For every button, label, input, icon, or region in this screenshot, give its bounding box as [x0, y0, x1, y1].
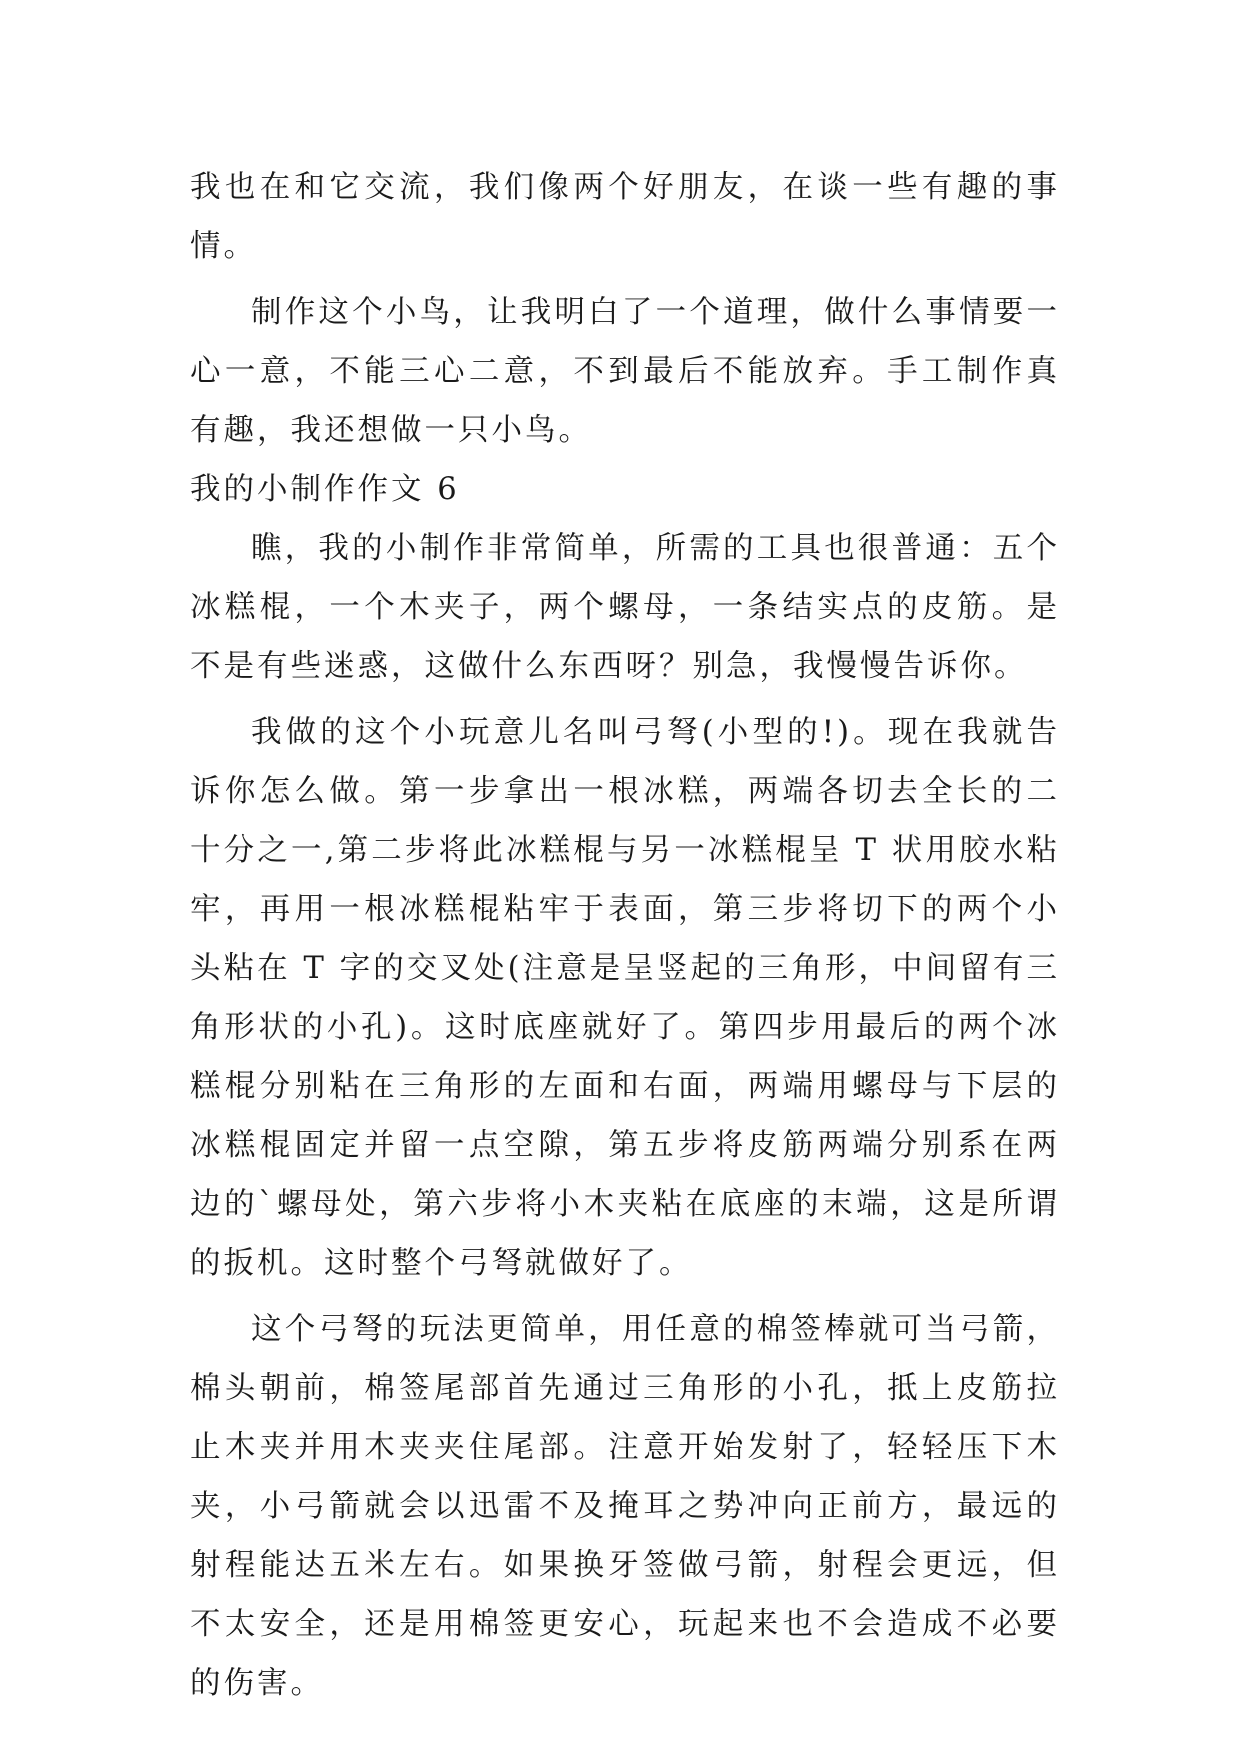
document-body — [190, 158, 1060, 1713]
paragraph-1: 我也在和它交流，我们像两个好朋友，在谈一些有趣的事情。 — [190, 170, 1060, 264]
paragraph-2: 制作这个小鸟，让我明白了一个道理，做什么事情要一心一意，不能三心二意，不到最后不能放弃。手工制作真有趣，我还想做一只小鸟。 — [190, 295, 1060, 448]
paragraph-5: 这个弓弩的玩法更简单，用任意的棉签棒就可当弓箭，棉头朝前，棉签尾部首先通过三角形的小孔，抵上皮筋拉止木夹并用木夹夹住尾部。注意开始发射了，轻轻压下木夹，小弓箭就会以迅雷不及掩耳之势冲向正前方，最远的射程能达五米左右。如果换牙签做弓箭，射程会更远，但不太安全，还是用棉签更安心，玩起来也不会造成不必要的伤害。 — [190, 1312, 1060, 1701]
paragraph-4: 我做的这个小玩意儿名叫弓弩(小型的!)。现在我就告诉你怎么做。第一步拿出一根冰糕，两端各切去全长的二十分之一,第二步将此冰糕棍与另一冰糕棍呈 T 状用胶水粘牢，再用一根冰糕棍粘牢于表面，第三步将切下的两个小头粘在 T 字的交叉处(注意是呈竖起的三角形，中间留有三角形状的小孔)。这时底座就好了。第四步用最后的两个冰糕棍分别粘在三角形的左面和右面，两端用螺母与下层的冰糕棍固定并留一点空隙，第五步将皮筋两端分别系在两边的`螺母处，第六步将小木夹粘在底座的末端，这是所谓的扳机。这时整个弓弩就做好了。 — [190, 715, 1060, 1281]
paragraph-3: 瞧，我的小制作非常简单，所需的工具也很普通：五个冰糕棍，一个木夹子，两个螺母，一条结实点的皮筋。是不是有些迷惑，这做什么东西呀？别急，我慢慢告诉你。 — [190, 531, 1060, 684]
section-title: 我的小制作作文 6 — [190, 472, 460, 507]
